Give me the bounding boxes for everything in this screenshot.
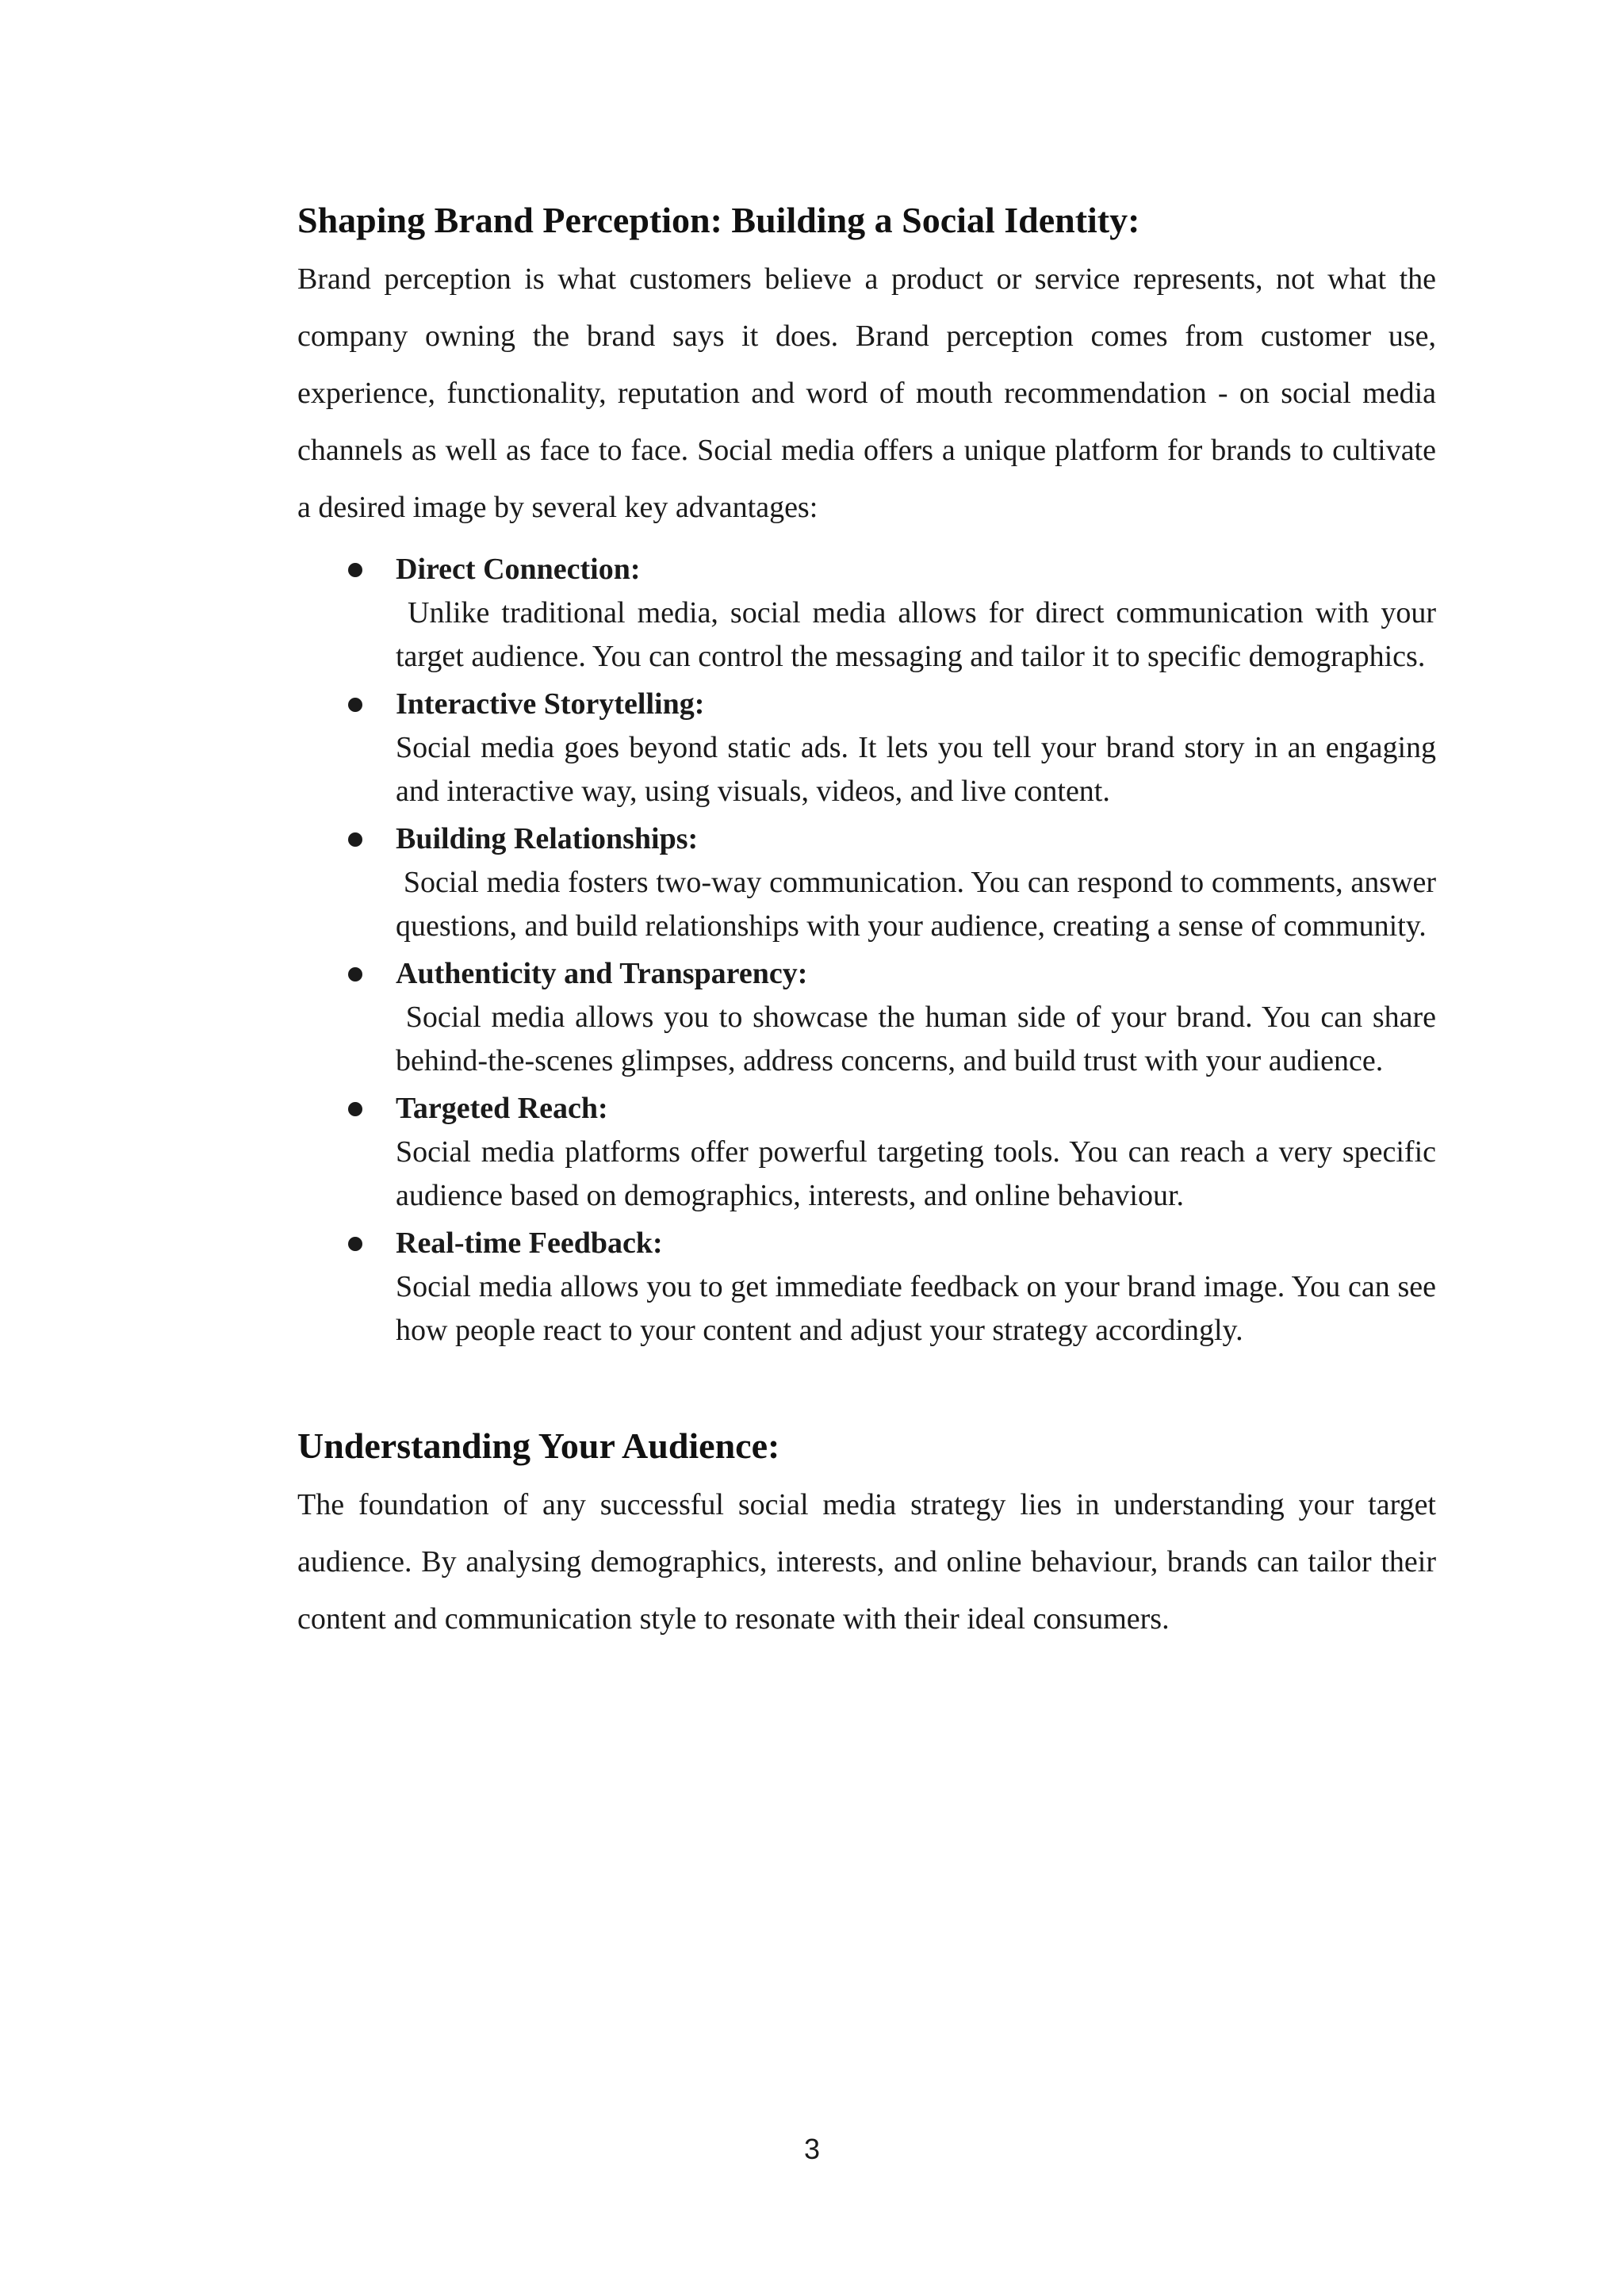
bullet-icon: [348, 1237, 362, 1251]
list-item-title: Building Relationships:: [396, 822, 699, 855]
advantages-list: [297, 547, 1444, 1353]
list-item-text: Social media fosters two-way communication. You can respond to comments, answer questions, and build relationships with your audience, creating a sense of community.: [396, 866, 1444, 943]
section-heading: Shaping Brand Perception: Building a Social Identity:: [297, 200, 1140, 240]
list-item: [297, 951, 1444, 1083]
list-item: [297, 682, 1436, 813]
list-item-title: Targeted Reach:: [396, 1092, 608, 1125]
list-item-title: Interactive Storytelling:: [396, 687, 705, 721]
list-item-title: Real-time Feedback:: [396, 1226, 663, 1260]
section-brand-perception: [297, 195, 1444, 1353]
list-item-text: Social media allows you to showcase the human side of your brand. You can share behind-the-scenes glimpses, address concerns, and build trust with your audience.: [396, 1001, 1444, 1077]
page-content: [297, 195, 1444, 1647]
list-item-text: Social media platforms offer powerful targeting tools. You can reach a very specific audience based on demographics, interests, and online behaviour.: [396, 1135, 1436, 1212]
bullet-icon: [348, 1102, 362, 1116]
section-understanding-audience: [297, 1421, 1436, 1647]
section-heading: Understanding Your Audience:: [297, 1425, 780, 1466]
list-item: [297, 1086, 1436, 1218]
page-number: 3: [803, 2133, 821, 2165]
bullet-icon: [348, 698, 362, 712]
bullet-icon: [348, 967, 362, 982]
list-item-text: Social media allows you to get immediate feedback on your brand image. You can see how people react to your content and adjust your strategy accordingly.: [396, 1270, 1436, 1347]
bullet-icon: [348, 563, 362, 577]
list-item: [297, 547, 1444, 679]
intro-paragraph: Brand perception is what customers believe a product or service represents, not what the company owning the brand says it does. Brand perception comes from customer use, experience, functionality, reputation and word of mouth recommendation - on social media channels as well as face to face. Social media offers a unique platform for brands to cultivate a desired image by several key advantages:: [297, 262, 1436, 524]
list-item-title: Authenticity and Transparency:: [396, 957, 808, 990]
body-paragraph: The foundation of any successful social media strategy lies in understanding your target audience. By analysing demographics, interests, and online behaviour, brands can tailor their content and communication style to resonate with their ideal consumers.: [297, 1488, 1436, 1636]
list-item-text: Social media goes beyond static ads. It lets you tell your brand story in an engaging and interactive way, using visuals, videos, and live content.: [396, 731, 1436, 808]
bullet-icon: [348, 832, 362, 847]
list-item: [297, 817, 1444, 948]
list-item-title: Direct Connection:: [396, 553, 641, 586]
list-item: [297, 1221, 1436, 1353]
list-item-text: Unlike traditional media, social media allows for direct communication with your target audience. You can control the messaging and tailor it to specific demographics.: [396, 596, 1444, 673]
